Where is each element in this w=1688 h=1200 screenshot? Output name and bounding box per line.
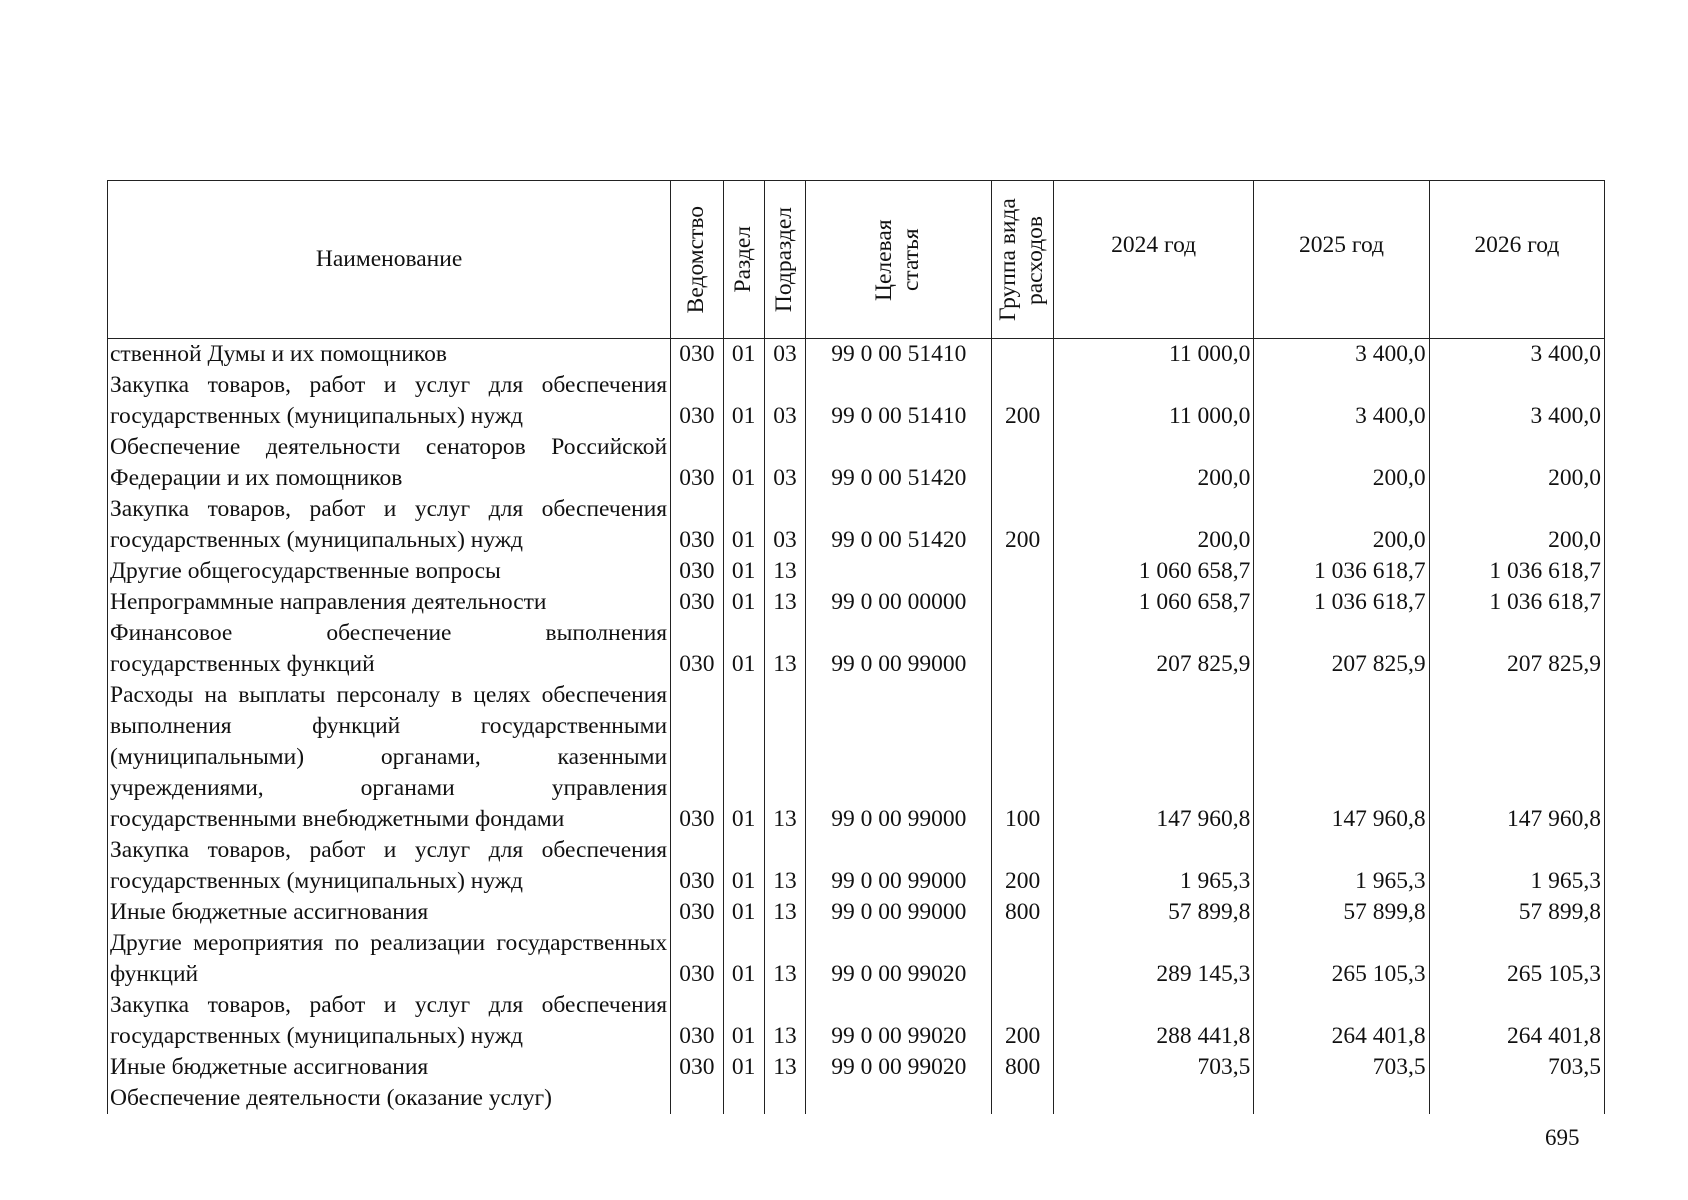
row-vedomstvo: 030: [671, 432, 723, 494]
row-razdel: [723, 1083, 764, 1114]
row-value-2025: 147 960,8: [1254, 680, 1429, 835]
row-value-2025: 200,0: [1254, 494, 1429, 556]
header-2024: 2024 год: [1053, 181, 1253, 339]
row-celevaya-statya: [806, 556, 992, 587]
row-value-2025: 1 036 618,7: [1254, 556, 1429, 587]
table-row: [108, 1052, 1605, 1083]
header-vedomstvo: Ведомство: [671, 181, 723, 339]
row-razdel: 01: [723, 680, 764, 835]
row-name: Обеспечение деятельности сенаторов Российской Федерации и их помощников: [108, 432, 671, 494]
row-gruppa-vida-rashodov: [992, 1083, 1053, 1114]
row-value-2025: 3 400,0: [1254, 370, 1429, 432]
row-celevaya-statya: 99 0 00 99000: [806, 618, 992, 680]
row-podrazdel: 13: [764, 556, 805, 587]
row-value-2025: 264 401,8: [1254, 990, 1429, 1052]
row-vedomstvo: [671, 1083, 723, 1114]
table-row: [108, 339, 1605, 371]
row-vedomstvo: 030: [671, 494, 723, 556]
budget-table: [107, 180, 1605, 1114]
row-value-2026: 265 105,3: [1429, 928, 1604, 990]
row-razdel: 01: [723, 587, 764, 618]
row-podrazdel: 13: [764, 990, 805, 1052]
table-row: [108, 1083, 1605, 1114]
row-podrazdel: 13: [764, 680, 805, 835]
table-row: [108, 680, 1605, 835]
row-value-2024: 147 960,8: [1053, 680, 1253, 835]
row-podrazdel: 03: [764, 339, 805, 371]
row-value-2024: 11 000,0: [1053, 370, 1253, 432]
row-name: Иные бюджетные ассигнования: [108, 897, 671, 928]
header-razdel: Раздел: [723, 181, 764, 339]
row-value-2026: 207 825,9: [1429, 618, 1604, 680]
row-value-2024: 207 825,9: [1053, 618, 1253, 680]
row-podrazdel: 13: [764, 897, 805, 928]
row-vedomstvo: 030: [671, 990, 723, 1052]
row-value-2026: 1 036 618,7: [1429, 556, 1604, 587]
row-razdel: 01: [723, 928, 764, 990]
row-value-2024: [1053, 1083, 1253, 1114]
row-value-2024: 57 899,8: [1053, 897, 1253, 928]
row-razdel: 01: [723, 897, 764, 928]
row-value-2024: 1 060 658,7: [1053, 556, 1253, 587]
row-podrazdel: 13: [764, 618, 805, 680]
row-celevaya-statya: 99 0 00 51410: [806, 339, 992, 371]
page-number: 695: [1545, 1125, 1580, 1150]
row-vedomstvo: 030: [671, 1052, 723, 1083]
row-gruppa-vida-rashodov: 200: [992, 494, 1053, 556]
row-razdel: 01: [723, 835, 764, 897]
header-2025: 2025 год: [1254, 181, 1429, 339]
row-value-2026: 264 401,8: [1429, 990, 1604, 1052]
table-row: [108, 990, 1605, 1052]
table-row: [108, 587, 1605, 618]
table-row: [108, 618, 1605, 680]
row-vedomstvo: 030: [671, 928, 723, 990]
row-celevaya-statya: 99 0 00 99000: [806, 897, 992, 928]
row-celevaya-statya: 99 0 00 99020: [806, 1052, 992, 1083]
row-gruppa-vida-rashodov: [992, 432, 1053, 494]
row-value-2025: 57 899,8: [1254, 897, 1429, 928]
row-value-2025: 200,0: [1254, 432, 1429, 494]
table-row: [108, 432, 1605, 494]
row-podrazdel: 03: [764, 370, 805, 432]
row-gruppa-vida-rashodov: 200: [992, 835, 1053, 897]
row-gruppa-vida-rashodov: [992, 556, 1053, 587]
row-celevaya-statya: 99 0 00 00000: [806, 587, 992, 618]
row-value-2026: 3 400,0: [1429, 370, 1604, 432]
row-razdel: 01: [723, 432, 764, 494]
row-vedomstvo: 030: [671, 680, 723, 835]
row-value-2024: 1 965,3: [1053, 835, 1253, 897]
row-podrazdel: 03: [764, 432, 805, 494]
row-vedomstvo: 030: [671, 339, 723, 371]
table-row: [108, 556, 1605, 587]
table-row: [108, 835, 1605, 897]
row-value-2026: [1429, 1083, 1604, 1114]
table-row: [108, 494, 1605, 556]
row-value-2026: 1 965,3: [1429, 835, 1604, 897]
row-value-2025: 265 105,3: [1254, 928, 1429, 990]
row-gruppa-vida-rashodov: 200: [992, 990, 1053, 1052]
row-value-2025: 1 036 618,7: [1254, 587, 1429, 618]
row-razdel: 01: [723, 990, 764, 1052]
row-name: Закупка товаров, работ и услуг для обеспечения государственных (муниципальных) нужд: [108, 370, 671, 432]
row-value-2025: 207 825,9: [1254, 618, 1429, 680]
row-name: Закупка товаров, работ и услуг для обеспечения государственных (муниципальных) нужд: [108, 835, 671, 897]
row-gruppa-vida-rashodov: [992, 587, 1053, 618]
row-razdel: 01: [723, 1052, 764, 1083]
row-name: Финансовое обеспечение выполнения государственных функций: [108, 618, 671, 680]
row-vedomstvo: 030: [671, 370, 723, 432]
row-value-2024: 703,5: [1053, 1052, 1253, 1083]
header-name: Наименование: [108, 181, 671, 339]
row-podrazdel: 13: [764, 928, 805, 990]
row-value-2024: 288 441,8: [1053, 990, 1253, 1052]
row-value-2024: 1 060 658,7: [1053, 587, 1253, 618]
row-value-2026: 147 960,8: [1429, 680, 1604, 835]
row-value-2025: 703,5: [1254, 1052, 1429, 1083]
row-razdel: 01: [723, 618, 764, 680]
row-name: Другие общегосударственные вопросы: [108, 556, 671, 587]
row-celevaya-statya: [806, 1083, 992, 1114]
row-value-2026: 3 400,0: [1429, 339, 1604, 371]
row-value-2025: 3 400,0: [1254, 339, 1429, 371]
row-celevaya-statya: 99 0 00 99020: [806, 990, 992, 1052]
row-value-2024: 200,0: [1053, 494, 1253, 556]
row-podrazdel: 13: [764, 835, 805, 897]
row-name: Закупка товаров, работ и услуг для обеспечения государственных (муниципальных) нужд: [108, 990, 671, 1052]
table-header-row: [108, 181, 1605, 339]
row-name: Расходы на выплаты персоналу в целях обеспечения выполнения функций государственными (муниципальными) органами, казенными учреждениями, органами управления государственными внебюджетными фондами: [108, 680, 671, 835]
row-name: ственной Думы и их помощников: [108, 339, 671, 371]
row-name: Иные бюджетные ассигнования: [108, 1052, 671, 1083]
row-value-2025: 1 965,3: [1254, 835, 1429, 897]
row-gruppa-vida-rashodov: [992, 928, 1053, 990]
row-name: Обеспечение деятельности (оказание услуг): [108, 1083, 671, 1114]
row-celevaya-statya: 99 0 00 51420: [806, 494, 992, 556]
row-vedomstvo: 030: [671, 897, 723, 928]
row-razdel: 01: [723, 494, 764, 556]
row-value-2026: 57 899,8: [1429, 897, 1604, 928]
header-podrazdel: Подраздел: [764, 181, 805, 339]
row-vedomstvo: 030: [671, 835, 723, 897]
row-name: Закупка товаров, работ и услуг для обеспечения государственных (муниципальных) нужд: [108, 494, 671, 556]
row-podrazdel: 13: [764, 587, 805, 618]
row-gruppa-vida-rashodov: 800: [992, 1052, 1053, 1083]
row-celevaya-statya: 99 0 00 99020: [806, 928, 992, 990]
row-gruppa-vida-rashodov: [992, 339, 1053, 371]
row-name: Непрограммные направления деятельности: [108, 587, 671, 618]
row-razdel: 01: [723, 370, 764, 432]
row-podrazdel: 03: [764, 494, 805, 556]
row-value-2025: [1254, 1083, 1429, 1114]
row-gruppa-vida-rashodov: [992, 618, 1053, 680]
row-value-2026: 1 036 618,7: [1429, 587, 1604, 618]
table-body: [108, 339, 1605, 1115]
row-gruppa-vida-rashodov: 800: [992, 897, 1053, 928]
row-podrazdel: 13: [764, 1052, 805, 1083]
row-podrazdel: [764, 1083, 805, 1114]
row-value-2026: 200,0: [1429, 432, 1604, 494]
row-name: Другие мероприятия по реализации государственных функций: [108, 928, 671, 990]
row-value-2026: 703,5: [1429, 1052, 1604, 1083]
row-razdel: 01: [723, 339, 764, 371]
row-value-2026: 200,0: [1429, 494, 1604, 556]
row-vedomstvo: 030: [671, 587, 723, 618]
row-vedomstvo: 030: [671, 618, 723, 680]
row-celevaya-statya: 99 0 00 99000: [806, 680, 992, 835]
header-celevaya-statya: Целевая статья: [806, 181, 992, 339]
row-celevaya-statya: 99 0 00 99000: [806, 835, 992, 897]
row-vedomstvo: 030: [671, 556, 723, 587]
row-gruppa-vida-rashodov: 100: [992, 680, 1053, 835]
header-gruppa-vida-rashodov: Группа вида расходов: [992, 181, 1053, 339]
table-row: [108, 370, 1605, 432]
row-celevaya-statya: 99 0 00 51420: [806, 432, 992, 494]
row-value-2024: 11 000,0: [1053, 339, 1253, 371]
row-celevaya-statya: 99 0 00 51410: [806, 370, 992, 432]
table-row: [108, 897, 1605, 928]
header-2026: 2026 год: [1429, 181, 1604, 339]
row-razdel: 01: [723, 556, 764, 587]
row-value-2024: 200,0: [1053, 432, 1253, 494]
row-value-2024: 289 145,3: [1053, 928, 1253, 990]
row-gruppa-vida-rashodov: 200: [992, 370, 1053, 432]
table-row: [108, 928, 1605, 990]
